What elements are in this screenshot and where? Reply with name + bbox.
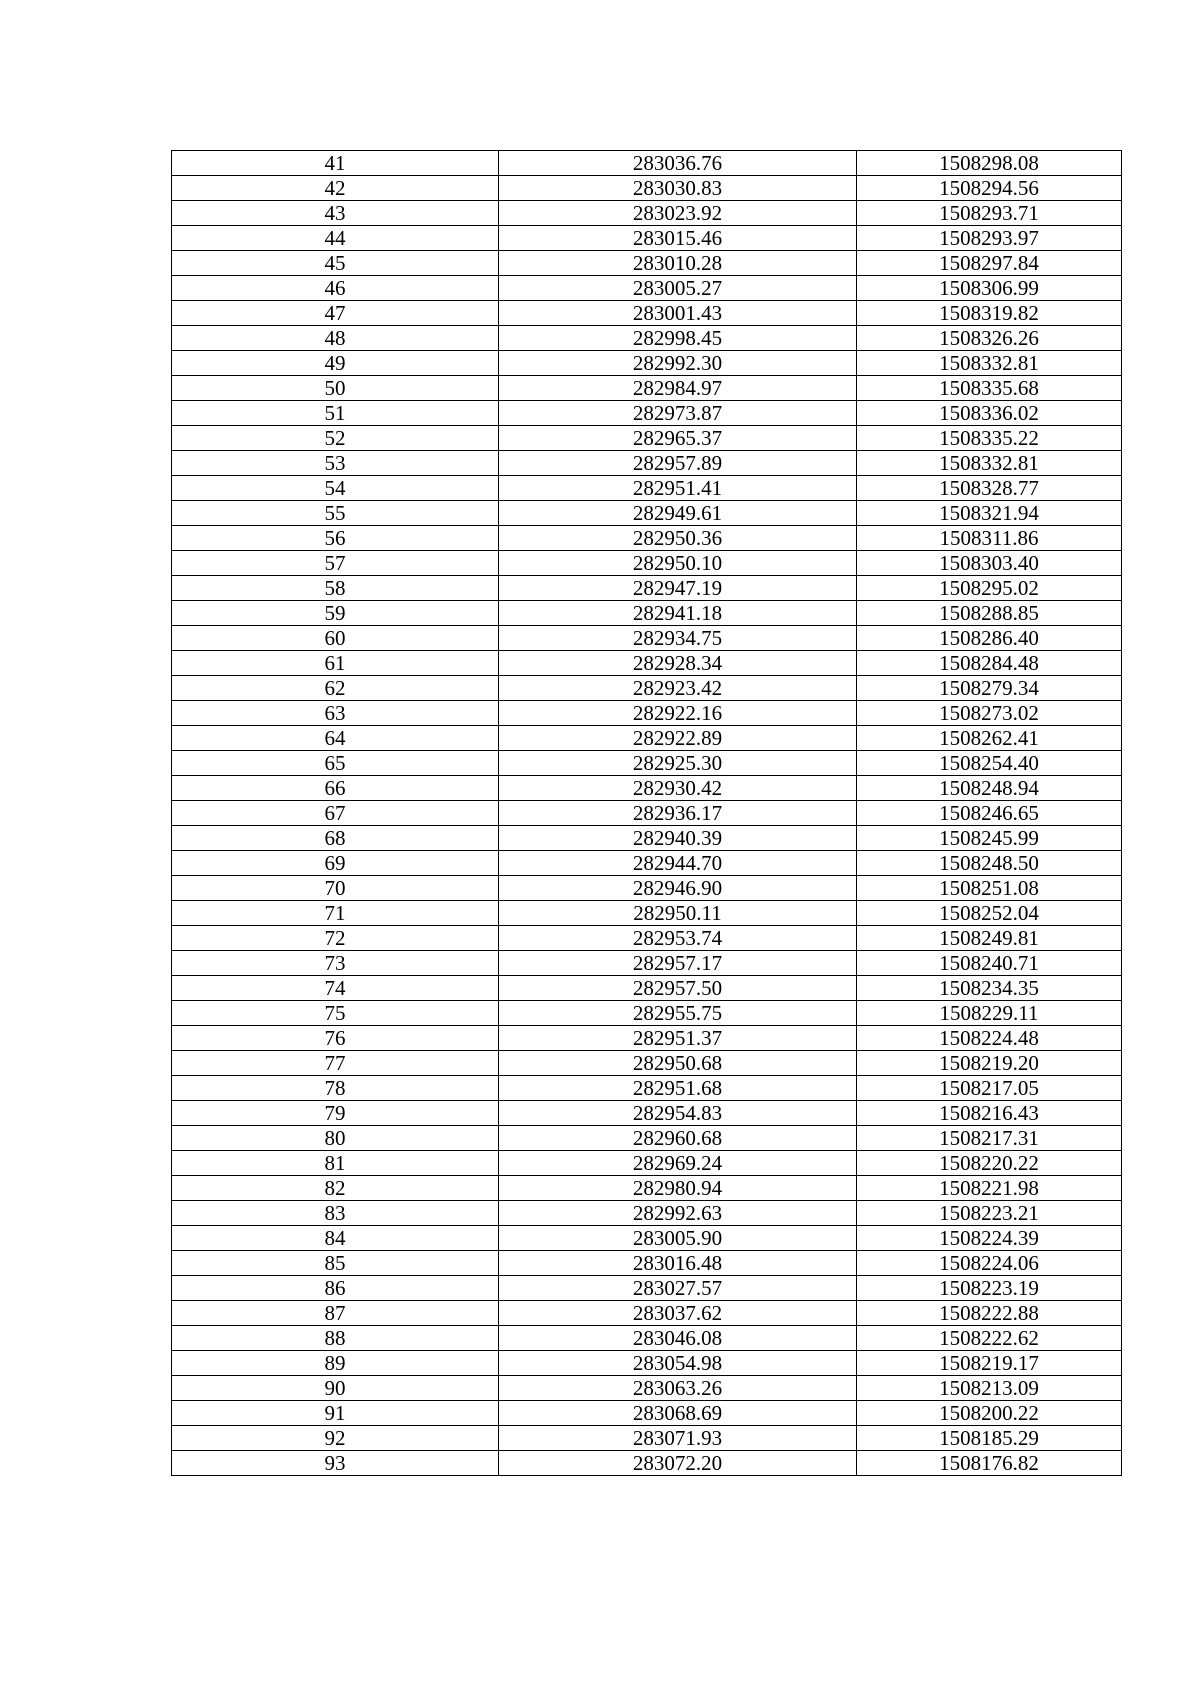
- point-number-cell: 58: [172, 576, 499, 601]
- point-number-cell: 56: [172, 526, 499, 551]
- point-number-cell: 92: [172, 1426, 499, 1451]
- coordinates-table: [171, 150, 1122, 1476]
- x-coordinate-cell: 282922.89: [499, 726, 857, 751]
- x-coordinate-cell: 283068.69: [499, 1401, 857, 1426]
- x-coordinate-cell: 282980.94: [499, 1176, 857, 1201]
- y-coordinate-cell: 1508251.08: [857, 876, 1122, 901]
- table-row: [172, 276, 1122, 301]
- point-number-cell: 73: [172, 951, 499, 976]
- x-coordinate-cell: 283001.43: [499, 301, 857, 326]
- x-coordinate-cell: 282934.75: [499, 626, 857, 651]
- point-number-cell: 74: [172, 976, 499, 1001]
- x-coordinate-cell: 282992.30: [499, 351, 857, 376]
- x-coordinate-cell: 282957.89: [499, 451, 857, 476]
- y-coordinate-cell: 1508224.48: [857, 1026, 1122, 1051]
- table-row: [172, 601, 1122, 626]
- x-coordinate-cell: 282992.63: [499, 1201, 857, 1226]
- table-row: [172, 151, 1122, 176]
- point-number-cell: 69: [172, 851, 499, 876]
- point-number-cell: 72: [172, 926, 499, 951]
- point-number-cell: 51: [172, 401, 499, 426]
- table-row: [172, 351, 1122, 376]
- table-row: [172, 1376, 1122, 1401]
- table-row: [172, 426, 1122, 451]
- x-coordinate-cell: 283036.76: [499, 151, 857, 176]
- y-coordinate-cell: 1508297.84: [857, 251, 1122, 276]
- table-row: [172, 1251, 1122, 1276]
- x-coordinate-cell: 283023.92: [499, 201, 857, 226]
- table-row: [172, 876, 1122, 901]
- table-row: [172, 1351, 1122, 1376]
- table-row: [172, 826, 1122, 851]
- x-coordinate-cell: 282925.30: [499, 751, 857, 776]
- table-row: [172, 1176, 1122, 1201]
- point-number-cell: 89: [172, 1351, 499, 1376]
- table-row: [172, 1151, 1122, 1176]
- y-coordinate-cell: 1508262.41: [857, 726, 1122, 751]
- y-coordinate-cell: 1508223.21: [857, 1201, 1122, 1226]
- table-row: [172, 1076, 1122, 1101]
- y-coordinate-cell: 1508185.29: [857, 1426, 1122, 1451]
- y-coordinate-cell: 1508224.06: [857, 1251, 1122, 1276]
- y-coordinate-cell: 1508200.22: [857, 1401, 1122, 1426]
- x-coordinate-cell: 282946.90: [499, 876, 857, 901]
- table-row: [172, 301, 1122, 326]
- point-number-cell: 48: [172, 326, 499, 351]
- x-coordinate-cell: 282950.10: [499, 551, 857, 576]
- y-coordinate-cell: 1508332.81: [857, 451, 1122, 476]
- table-row: [172, 726, 1122, 751]
- point-number-cell: 47: [172, 301, 499, 326]
- coordinates-table-body: [172, 151, 1122, 1476]
- point-number-cell: 52: [172, 426, 499, 451]
- x-coordinate-cell: 282941.18: [499, 601, 857, 626]
- table-row: [172, 526, 1122, 551]
- point-number-cell: 63: [172, 701, 499, 726]
- x-coordinate-cell: 282951.68: [499, 1076, 857, 1101]
- y-coordinate-cell: 1508217.31: [857, 1126, 1122, 1151]
- table-row: [172, 251, 1122, 276]
- y-coordinate-cell: 1508321.94: [857, 501, 1122, 526]
- x-coordinate-cell: 282973.87: [499, 401, 857, 426]
- point-number-cell: 54: [172, 476, 499, 501]
- table-row: [172, 1301, 1122, 1326]
- point-number-cell: 50: [172, 376, 499, 401]
- point-number-cell: 86: [172, 1276, 499, 1301]
- table-row: [172, 1101, 1122, 1126]
- x-coordinate-cell: 283005.27: [499, 276, 857, 301]
- point-number-cell: 59: [172, 601, 499, 626]
- point-number-cell: 84: [172, 1226, 499, 1251]
- x-coordinate-cell: 283046.08: [499, 1326, 857, 1351]
- point-number-cell: 66: [172, 776, 499, 801]
- y-coordinate-cell: 1508219.17: [857, 1351, 1122, 1376]
- x-coordinate-cell: 282947.19: [499, 576, 857, 601]
- x-coordinate-cell: 282969.24: [499, 1151, 857, 1176]
- x-coordinate-cell: 282957.17: [499, 951, 857, 976]
- table-row: [172, 1276, 1122, 1301]
- y-coordinate-cell: 1508335.22: [857, 426, 1122, 451]
- y-coordinate-cell: 1508246.65: [857, 801, 1122, 826]
- point-number-cell: 61: [172, 651, 499, 676]
- x-coordinate-cell: 282953.74: [499, 926, 857, 951]
- table-row: [172, 926, 1122, 951]
- y-coordinate-cell: 1508293.97: [857, 226, 1122, 251]
- point-number-cell: 68: [172, 826, 499, 851]
- y-coordinate-cell: 1508294.56: [857, 176, 1122, 201]
- x-coordinate-cell: 283005.90: [499, 1226, 857, 1251]
- point-number-cell: 49: [172, 351, 499, 376]
- x-coordinate-cell: 283030.83: [499, 176, 857, 201]
- y-coordinate-cell: 1508223.19: [857, 1276, 1122, 1301]
- table-row: [172, 1201, 1122, 1226]
- y-coordinate-cell: 1508222.62: [857, 1326, 1122, 1351]
- y-coordinate-cell: 1508303.40: [857, 551, 1122, 576]
- table-row: [172, 501, 1122, 526]
- y-coordinate-cell: 1508326.26: [857, 326, 1122, 351]
- x-coordinate-cell: 282923.42: [499, 676, 857, 701]
- y-coordinate-cell: 1508295.02: [857, 576, 1122, 601]
- x-coordinate-cell: 282984.97: [499, 376, 857, 401]
- point-number-cell: 78: [172, 1076, 499, 1101]
- table-row: [172, 651, 1122, 676]
- table-row: [172, 176, 1122, 201]
- x-coordinate-cell: 282928.34: [499, 651, 857, 676]
- x-coordinate-cell: 282951.41: [499, 476, 857, 501]
- y-coordinate-cell: 1508311.86: [857, 526, 1122, 551]
- x-coordinate-cell: 283010.28: [499, 251, 857, 276]
- y-coordinate-cell: 1508216.43: [857, 1101, 1122, 1126]
- y-coordinate-cell: 1508240.71: [857, 951, 1122, 976]
- point-number-cell: 67: [172, 801, 499, 826]
- point-number-cell: 41: [172, 151, 499, 176]
- point-number-cell: 71: [172, 901, 499, 926]
- x-coordinate-cell: 282940.39: [499, 826, 857, 851]
- table-row: [172, 1126, 1122, 1151]
- table-row: [172, 201, 1122, 226]
- y-coordinate-cell: 1508288.85: [857, 601, 1122, 626]
- x-coordinate-cell: 282922.16: [499, 701, 857, 726]
- x-coordinate-cell: 282965.37: [499, 426, 857, 451]
- x-coordinate-cell: 282960.68: [499, 1126, 857, 1151]
- y-coordinate-cell: 1508222.88: [857, 1301, 1122, 1326]
- x-coordinate-cell: 283071.93: [499, 1426, 857, 1451]
- point-number-cell: 70: [172, 876, 499, 901]
- point-number-cell: 85: [172, 1251, 499, 1276]
- y-coordinate-cell: 1508252.04: [857, 901, 1122, 926]
- x-coordinate-cell: 282951.37: [499, 1026, 857, 1051]
- y-coordinate-cell: 1508224.39: [857, 1226, 1122, 1251]
- point-number-cell: 82: [172, 1176, 499, 1201]
- x-coordinate-cell: 283015.46: [499, 226, 857, 251]
- x-coordinate-cell: 283037.62: [499, 1301, 857, 1326]
- y-coordinate-cell: 1508284.48: [857, 651, 1122, 676]
- y-coordinate-cell: 1508249.81: [857, 926, 1122, 951]
- table-row: [172, 776, 1122, 801]
- table-row: [172, 851, 1122, 876]
- y-coordinate-cell: 1508332.81: [857, 351, 1122, 376]
- y-coordinate-cell: 1508234.35: [857, 976, 1122, 1001]
- table-row: [172, 701, 1122, 726]
- x-coordinate-cell: 282957.50: [499, 976, 857, 1001]
- x-coordinate-cell: 283072.20: [499, 1451, 857, 1476]
- point-number-cell: 53: [172, 451, 499, 476]
- table-row: [172, 1051, 1122, 1076]
- y-coordinate-cell: 1508213.09: [857, 1376, 1122, 1401]
- y-coordinate-cell: 1508248.50: [857, 851, 1122, 876]
- point-number-cell: 79: [172, 1101, 499, 1126]
- table-row: [172, 401, 1122, 426]
- table-row: [172, 476, 1122, 501]
- table-row: [172, 326, 1122, 351]
- x-coordinate-cell: 282949.61: [499, 501, 857, 526]
- point-number-cell: 45: [172, 251, 499, 276]
- y-coordinate-cell: 1508221.98: [857, 1176, 1122, 1201]
- point-number-cell: 44: [172, 226, 499, 251]
- y-coordinate-cell: 1508176.82: [857, 1451, 1122, 1476]
- y-coordinate-cell: 1508219.20: [857, 1051, 1122, 1076]
- table-row: [172, 551, 1122, 576]
- x-coordinate-cell: 282950.68: [499, 1051, 857, 1076]
- x-coordinate-cell: 283063.26: [499, 1376, 857, 1401]
- point-number-cell: 87: [172, 1301, 499, 1326]
- point-number-cell: 42: [172, 176, 499, 201]
- x-coordinate-cell: 283054.98: [499, 1351, 857, 1376]
- point-number-cell: 64: [172, 726, 499, 751]
- point-number-cell: 80: [172, 1126, 499, 1151]
- point-number-cell: 88: [172, 1326, 499, 1351]
- table-row: [172, 451, 1122, 476]
- point-number-cell: 57: [172, 551, 499, 576]
- y-coordinate-cell: 1508217.05: [857, 1076, 1122, 1101]
- point-number-cell: 55: [172, 501, 499, 526]
- table-row: [172, 1001, 1122, 1026]
- table-row: [172, 1401, 1122, 1426]
- point-number-cell: 60: [172, 626, 499, 651]
- table-row: [172, 801, 1122, 826]
- table-row: [172, 676, 1122, 701]
- table-row: [172, 376, 1122, 401]
- y-coordinate-cell: 1508248.94: [857, 776, 1122, 801]
- point-number-cell: 75: [172, 1001, 499, 1026]
- y-coordinate-cell: 1508319.82: [857, 301, 1122, 326]
- x-coordinate-cell: 282955.75: [499, 1001, 857, 1026]
- point-number-cell: 43: [172, 201, 499, 226]
- y-coordinate-cell: 1508254.40: [857, 751, 1122, 776]
- point-number-cell: 76: [172, 1026, 499, 1051]
- table-row: [172, 1426, 1122, 1451]
- table-row: [172, 976, 1122, 1001]
- point-number-cell: 77: [172, 1051, 499, 1076]
- x-coordinate-cell: 282950.11: [499, 901, 857, 926]
- y-coordinate-cell: 1508336.02: [857, 401, 1122, 426]
- y-coordinate-cell: 1508273.02: [857, 701, 1122, 726]
- x-coordinate-cell: 282998.45: [499, 326, 857, 351]
- y-coordinate-cell: 1508328.77: [857, 476, 1122, 501]
- table-row: [172, 1026, 1122, 1051]
- point-number-cell: 65: [172, 751, 499, 776]
- table-row: [172, 901, 1122, 926]
- table-row: [172, 1226, 1122, 1251]
- point-number-cell: 83: [172, 1201, 499, 1226]
- x-coordinate-cell: 282944.70: [499, 851, 857, 876]
- x-coordinate-cell: 282950.36: [499, 526, 857, 551]
- table-row: [172, 951, 1122, 976]
- point-number-cell: 81: [172, 1151, 499, 1176]
- y-coordinate-cell: 1508293.71: [857, 201, 1122, 226]
- point-number-cell: 62: [172, 676, 499, 701]
- table-row: [172, 626, 1122, 651]
- y-coordinate-cell: 1508286.40: [857, 626, 1122, 651]
- table-row: [172, 576, 1122, 601]
- table-row: [172, 751, 1122, 776]
- y-coordinate-cell: 1508245.99: [857, 826, 1122, 851]
- table-row: [172, 1451, 1122, 1476]
- x-coordinate-cell: 282930.42: [499, 776, 857, 801]
- point-number-cell: 91: [172, 1401, 499, 1426]
- x-coordinate-cell: 282936.17: [499, 801, 857, 826]
- y-coordinate-cell: 1508298.08: [857, 151, 1122, 176]
- table-row: [172, 1326, 1122, 1351]
- y-coordinate-cell: 1508306.99: [857, 276, 1122, 301]
- table-row: [172, 226, 1122, 251]
- x-coordinate-cell: 282954.83: [499, 1101, 857, 1126]
- x-coordinate-cell: 283016.48: [499, 1251, 857, 1276]
- point-number-cell: 90: [172, 1376, 499, 1401]
- point-number-cell: 93: [172, 1451, 499, 1476]
- point-number-cell: 46: [172, 276, 499, 301]
- y-coordinate-cell: 1508335.68: [857, 376, 1122, 401]
- x-coordinate-cell: 283027.57: [499, 1276, 857, 1301]
- y-coordinate-cell: 1508229.11: [857, 1001, 1122, 1026]
- y-coordinate-cell: 1508220.22: [857, 1151, 1122, 1176]
- y-coordinate-cell: 1508279.34: [857, 676, 1122, 701]
